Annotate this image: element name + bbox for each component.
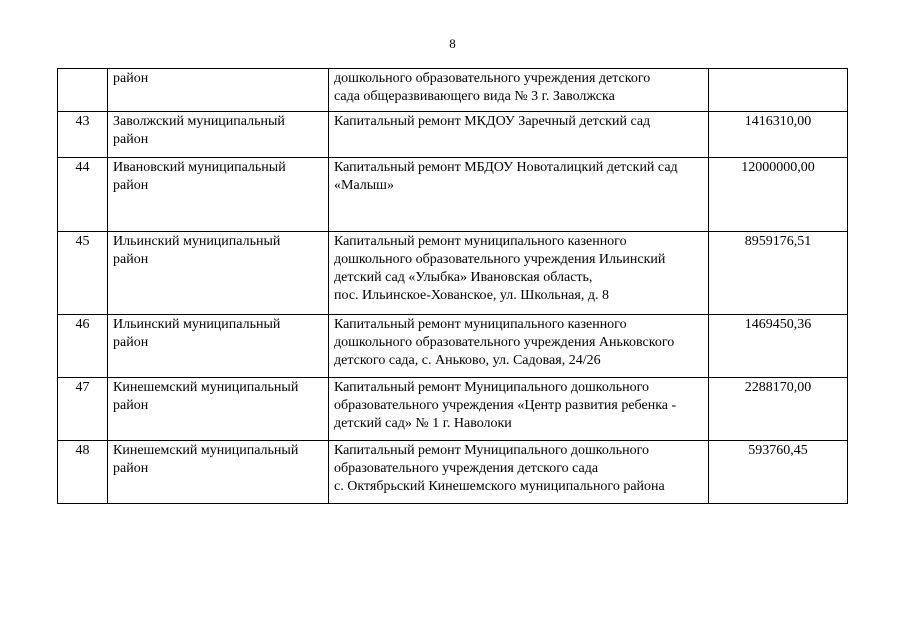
amount-cell: 8959176,51 [709,232,848,315]
row-number: 47 [58,378,108,441]
row-number: 48 [58,441,108,504]
table-row [58,158,848,232]
amount-cell: 1469450,36 [709,315,848,378]
amount-cell [709,69,848,112]
row-number: 44 [58,158,108,232]
district-cell: район [108,69,329,112]
district-cell: Ивановский муниципальный район [108,158,329,232]
description-cell: Капитальный ремонт МКДОУ Заречный детский сад [329,112,709,158]
description-cell: дошкольного образовательного учреждения детского сада общеразвивающего вида № 3 г. Заволжска [329,69,709,112]
table-row [58,378,848,441]
description-cell: Капитальный ремонт МБДОУ Новоталицкий детский сад «Малыш» [329,158,709,232]
row-number: 46 [58,315,108,378]
description-cell: Капитальный ремонт Муниципального дошкольного образовательного учреждения «Центр развития ребенка - детский сад» № 1 г. Наволоки [329,378,709,441]
table-row [58,232,848,315]
table-row [58,441,848,504]
table-row [58,112,848,158]
row-number: 45 [58,232,108,315]
budget-table [57,68,848,504]
district-cell: Кинешемский муниципальный район [108,378,329,441]
description-cell: Капитальный ремонт муниципального казенного дошкольного образовательного учреждения Аньковского детского сада, с. Аньково, ул. Садовая, 24/26 [329,315,709,378]
amount-cell: 593760,45 [709,441,848,504]
table-row [58,315,848,378]
amount-cell: 2288170,00 [709,378,848,441]
district-cell: Заволжский муниципальный район [108,112,329,158]
table-row [58,69,848,112]
row-number [58,69,108,112]
description-cell: Капитальный ремонт Муниципального дошкольного образовательного учреждения детского сада с. Октябрьский Кинешемского муниципального района [329,441,709,504]
row-number: 43 [58,112,108,158]
district-cell: Ильинский муниципальный район [108,315,329,378]
district-cell: Ильинский муниципальный район [108,232,329,315]
description-cell: Капитальный ремонт муниципального казенного дошкольного образовательного учреждения Ильинский детский сад «Улыбка» Ивановская область, пос. Ильинское-Хованское, ул. Школьная, д. 8 [329,232,709,315]
page-number: 8 [449,36,456,51]
amount-cell: 1416310,00 [709,112,848,158]
district-cell: Кинешемский муниципальный район [108,441,329,504]
amount-cell: 12000000,00 [709,158,848,232]
